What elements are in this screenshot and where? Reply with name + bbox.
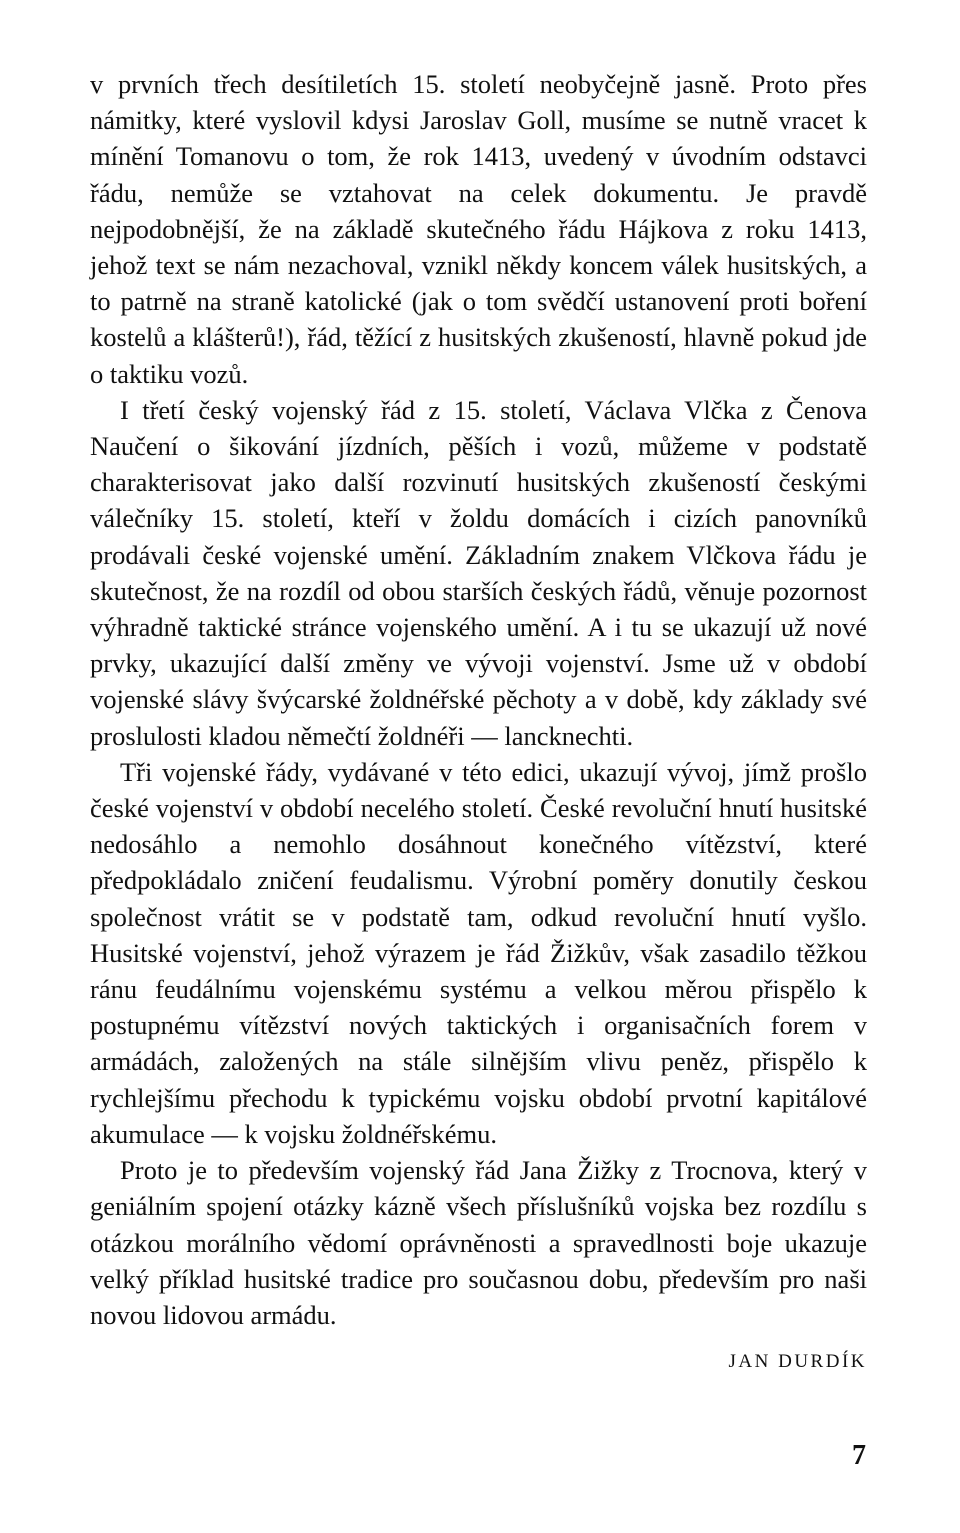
page-body <box>90 66 867 1377</box>
paragraph-vlcek-order: I třetí český vojenský řád z 15. století, Václava Vlčka z Čenova Naučení o šikování jízdních, pěších i vozů, můžeme v podstatě charakterisovat jako další rozvinutí husitských zkušeností českými válečníky 15. století, kteří v žoldu domácích i cizích panovníků prodávali české vojenské umění. Základním znakem Vlčkova řádu je skutečnost, že na rozdíl od obou starších českých řádů, věnuje pozornost výhradně taktické stránce vojenského umění. A i tu se ukazují už nové prvky, ukazující další změny ve vývoji vojenství. Jsme už v období vojenské slávy švýcarské žoldnéřské pěchoty a v době, kdy základy své proslulosti kladou němečtí žoldnéři — lancknechti. <box>90 394 867 751</box>
paragraph-zizka-order: Proto je to především vojenský řád Jana Žižky z Trocnova, který v geniálním spojení otázky kázně všech příslušníků vojska bez rozdílu s otázkou morálního vědomí oprávněnosti a spravedlnosti boje ukazuje velký příklad husitské tradice pro současnou dobu, především pro naši novou lidovou armádu. <box>90 1155 867 1330</box>
page-number: 7 <box>852 1440 866 1471</box>
paragraph-three-orders: Tři vojenské řády, vydávané v této edici, ukazují vývoj, jímž prošlo české vojenství v období necelého století. České revoluční hnutí husitské nedosáhlo a nemohlo dosáhnout konečného vítězství, které předpokládalo zničení feudalismu. Výrobní poměry donutily českou společnost vrátit se v podstatě tam, odkud revoluční hnutí vyšlo. Husitské vojenství, jehož výrazem je řád Žižkův, však zasadilo těžkou ránu feudálnímu vojenskému systému a velkou měrou přispělo k postupnému vítězství nových taktických i organisačních forem v armádách, založených na stále silnějším vlivu peněz, přispělo k rychlejšímu přechodu k typickému vojsku období prvotní kapitálové akumulace — k vojsku žoldnéřskému. <box>90 756 867 1149</box>
paragraph-continuation: v prvních třech desítiletích 15. století neobyčejně jasně. Proto přes námitky, které vyslovil kdysi Jaroslav Goll, musíme se nutně vracet k mínění Tomanovu o tom, že rok 1413, uvedený v úvodním odstavci řádu, nemůže se vztahovat na celek dokumentu. Je pravdě nejpodobnější, že na základě skutečného řádu Hájkova z roku 1413, jehož text se nám nezachoval, vznikl někdy koncem válek husitských, a to patrně na straně katolické (jak o tom svědčí ustanovení proti boření kostelů a klášterů!), řád, těžící z husitských zkušeností, hlavně pokud jde o taktiku vozů. <box>90 69 867 389</box>
author-signature: JAN DURDÍK <box>728 1351 867 1373</box>
